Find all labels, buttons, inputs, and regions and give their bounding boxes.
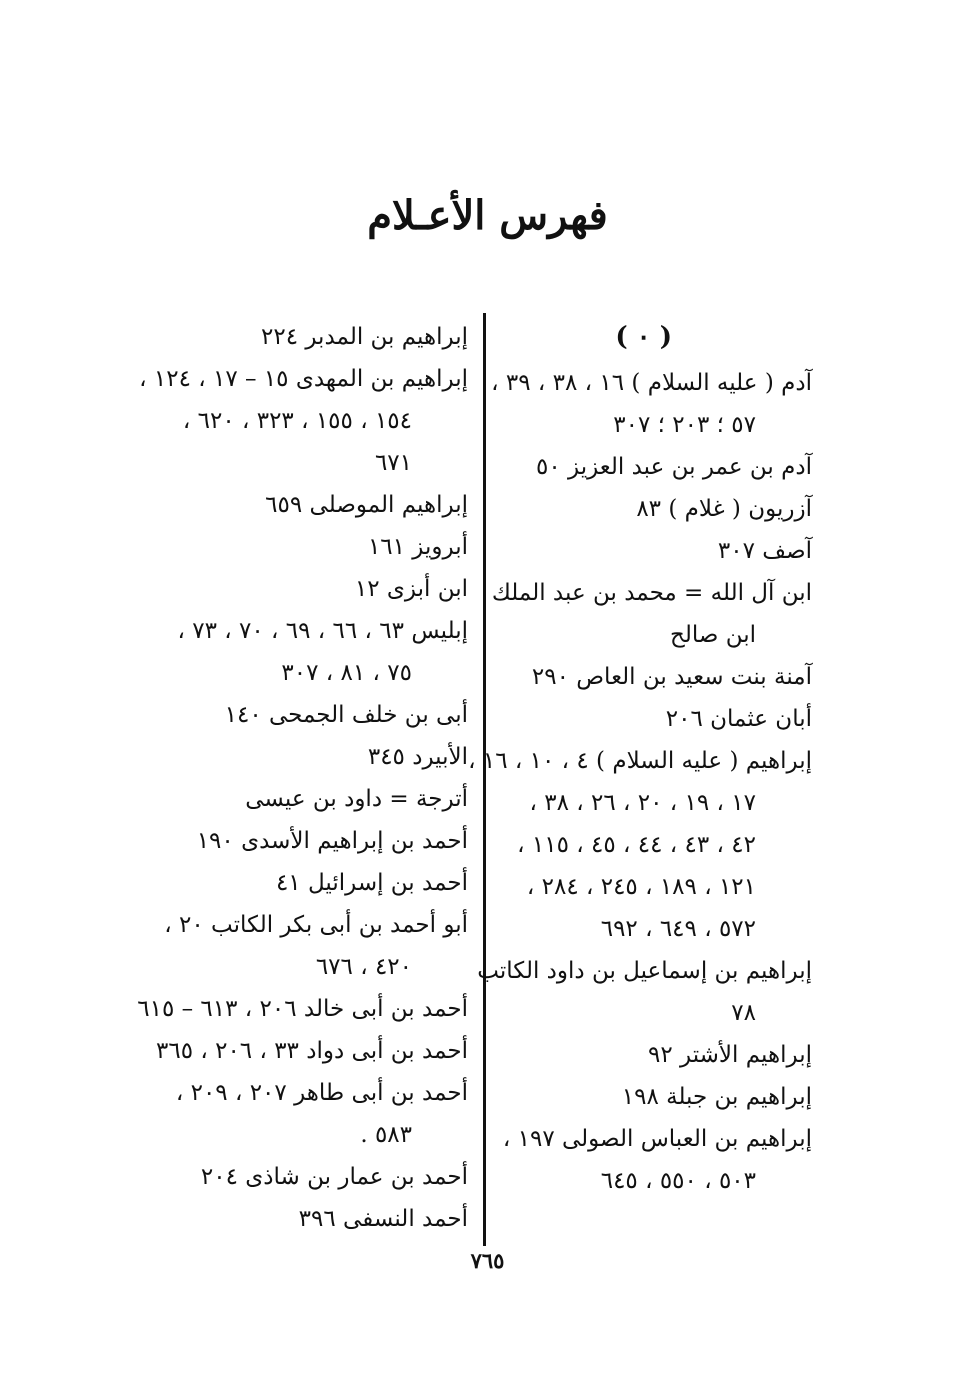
index-entry-continuation: ٤٢ ، ٤٣ ، ٤٤ ، ٤٥ ، ١١٥ ،: [517, 832, 756, 858]
index-entry: أبو أحمد بن أبى بكر الكاتب ٢٠ ،: [164, 912, 468, 938]
index-entry: أبى بن خلف الجمحى ١٤٠: [224, 702, 468, 728]
index-entry: آمنة بنت سعيد بن العاص ٢٩٠: [531, 664, 812, 690]
index-entry: أحمد بن عمار بن شاذى ٢٠٤: [200, 1164, 468, 1190]
index-entry-continuation: ٥٧٢ ، ٦٤٩ ، ٦٩٢: [600, 916, 756, 942]
section-letter-heading: ( ٠ ): [615, 322, 672, 352]
page-number: ٧٦٥: [470, 1248, 505, 1273]
page-title: فهرس الأعـلام: [367, 192, 608, 239]
index-entry: إبراهيم الموصلى ٦٥٩: [265, 492, 468, 518]
index-entry: آدم ( عليه السلام ) ١٦ ، ٣٨ ، ٣٩ ،: [491, 370, 812, 396]
right-column: [468, 316, 812, 1202]
index-entry: أترجة = داود بن عيسى: [245, 786, 468, 812]
index-entry-continuation: ١٥٤ ، ١٥٥ ، ٣٢٣ ، ٦٢٠ ،: [182, 408, 412, 434]
index-entry: إبراهيم ( عليه السلام ) ٤ ، ١٠ ، ١٦ ،: [468, 748, 812, 774]
index-entry-continuation: ٥٨٣ .: [360, 1122, 412, 1148]
index-entry: آصف ٣٠٧: [717, 538, 812, 564]
index-entry: أحمد بن إسرائيل ٤١: [275, 870, 468, 896]
index-entry-continuation: ١٧ ، ١٩ ، ٢٠ ، ٢٦ ، ٣٨ ،: [529, 790, 756, 816]
index-entry: إبراهيم بن إسماعيل بن داود الكاتب: [477, 958, 812, 984]
index-entry: أحمد بن أبى دواد ٣٣ ، ٢٠٦ ، ٣٦٥: [155, 1038, 468, 1064]
index-entry: إبراهيم بن جبلة ١٩٨: [621, 1084, 812, 1110]
index-entry: إبراهيم بن المدبر ٢٢٤: [260, 324, 468, 350]
index-entry: آزريون ( غلام ) ٨٣: [636, 496, 812, 522]
index-entry: آدم بن عمر بن عبد العزيز ٥٠: [535, 454, 812, 480]
index-entry-continuation: ابن صالح: [669, 622, 756, 648]
index-entry-continuation: ٧٥ ، ٨١ ، ٣٠٧: [281, 660, 412, 686]
index-entry: أبان عثمان ٢٠٦: [665, 706, 812, 732]
index-entry: إبراهيم بن المهدى ١٥ – ١٧ ، ١٢٤ ،: [139, 366, 468, 392]
index-entry-continuation: ٥٠٣ ، ٥٥٠ ، ٦٤٥: [600, 1168, 756, 1194]
index-entry-continuation: ٧٨: [731, 1000, 756, 1026]
index-entry: أحمد بن أبى طاهر ٢٠٧ ، ٢٠٩ ،: [175, 1080, 468, 1106]
left-column: [137, 316, 468, 1240]
index-entry-continuation: ١٢١ ، ١٨٩ ، ٢٤٥ ، ٢٨٤ ،: [526, 874, 756, 900]
index-entry: أبرويز ١٦١: [367, 534, 468, 560]
index-entry-continuation: ٤٢٠ ، ٦٧٦: [315, 954, 412, 980]
index-entry: الأبيرد ٣٤٥: [367, 744, 468, 770]
index-entry: إبليس ٦٣ ، ٦٦ ، ٦٩ ، ٧٠ ، ٧٣ ،: [177, 618, 468, 644]
index-entry-continuation: ٥٧ ؛ ٢٠٣ ؛ ٣٠٧: [613, 412, 756, 438]
index-entry: أحمد بن إبراهيم الأسدى ١٩٠: [196, 828, 468, 854]
index-entry: أحمد النسفى ٣٩٦: [298, 1206, 468, 1232]
index-entry: أحمد بن أبى خالد ٢٠٦ ، ٦١٣ – ٦١٥: [137, 996, 468, 1022]
index-entry-continuation: ٦٧١: [374, 450, 412, 476]
index-entry: إبراهيم بن العباس الصولى ١٩٧ ،: [502, 1126, 812, 1152]
index-entry: إبراهيم الأشتر ٩٢: [648, 1042, 812, 1068]
index-entry: ابن آل الله = محمد بن عبد الملك: [491, 580, 812, 606]
index-entry: ابن أبزى ١٢: [354, 576, 468, 602]
